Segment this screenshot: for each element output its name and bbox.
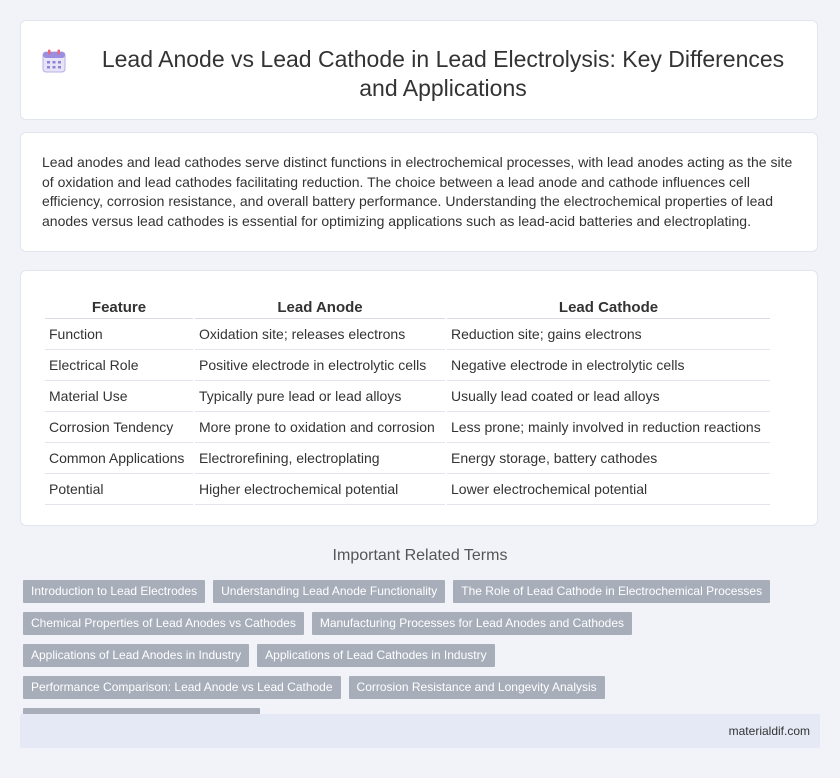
related-term-tag[interactable]: Chemical Properties of Lead Anodes vs Cathodes bbox=[23, 612, 304, 635]
table-row bbox=[45, 381, 770, 412]
table-cell: Oxidation site; releases electrons bbox=[195, 319, 445, 350]
table-cell: Less prone; mainly involved in reduction reactions bbox=[447, 412, 770, 443]
related-terms-heading: Important Related Terms bbox=[332, 547, 508, 564]
table-cell: Lower electrochemical potential bbox=[447, 474, 770, 505]
table-cell: More prone to oxidation and corrosion bbox=[195, 412, 445, 443]
table-cell: Corrosion Tendency bbox=[45, 412, 193, 443]
table-cell: Material Use bbox=[45, 381, 193, 412]
table-row bbox=[45, 412, 770, 443]
header-lead-anode: Lead Anode bbox=[195, 296, 445, 319]
table-cell: Reduction site; gains electrons bbox=[447, 319, 770, 350]
table-row bbox=[45, 474, 770, 505]
related-term-tag[interactable]: The Role of Lead Cathode in Electrochemical Processes bbox=[453, 580, 770, 603]
table-cell: Function bbox=[45, 319, 193, 350]
table-cell: Negative electrode in electrolytic cells bbox=[447, 350, 770, 381]
related-term-tag[interactable]: Applications of Lead Cathodes in Industry bbox=[257, 644, 494, 667]
comparison-card bbox=[20, 270, 818, 526]
table-cell: Positive electrode in electrolytic cells bbox=[195, 350, 445, 381]
table-row bbox=[45, 443, 770, 474]
related-term-tag[interactable]: Corrosion Resistance and Longevity Analysis bbox=[349, 676, 605, 699]
table-row bbox=[45, 350, 770, 381]
table-cell: Energy storage, battery cathodes bbox=[447, 443, 770, 474]
comparison-table bbox=[43, 296, 772, 505]
title-row bbox=[21, 21, 817, 103]
related-term-tag[interactable]: Manufacturing Processes for Lead Anodes and Cathodes bbox=[312, 612, 632, 635]
related-term-tag[interactable]: Applications of Lead Anodes in Industry bbox=[23, 644, 249, 667]
table-cell: Electrorefining, electroplating bbox=[195, 443, 445, 474]
header-card bbox=[20, 20, 818, 120]
related-term-tag[interactable]: Performance Comparison: Lead Anode vs Lead Cathode bbox=[23, 676, 341, 699]
intro-card bbox=[20, 132, 818, 252]
related-term-tag[interactable]: Understanding Lead Anode Functionality bbox=[213, 580, 445, 603]
calendar-icon bbox=[41, 48, 67, 74]
site-name[interactable]: materialdif.com bbox=[728, 724, 810, 738]
header-feature: Feature bbox=[45, 296, 193, 319]
related-term-tag[interactable]: Introduction to Lead Electrodes bbox=[23, 580, 205, 603]
page-title: Lead Anode vs Lead Cathode in Lead Electrolysis: Key Differences and Applications bbox=[101, 46, 785, 101]
table-cell: Common Applications bbox=[45, 443, 193, 474]
table-cell: Electrical Role bbox=[45, 350, 193, 381]
table-cell: Usually lead coated or lead alloys bbox=[447, 381, 770, 412]
intro-paragraph: Lead anodes and lead cathodes serve distinct functions in electrochemical processes, with lead anodes acting as the site of oxidation and lead cathodes facilitating reduction. The choice between a lead anode and cathode influences cell efficiency, corrosion resistance, and overall battery performance. Understanding the electrochemical properties of lead anodes versus lead cathodes is essential for optimizing applications such as lead-acid batteries and electroplating. bbox=[42, 154, 793, 229]
table-cell: Potential bbox=[45, 474, 193, 505]
table-cell: Typically pure lead or lead alloys bbox=[195, 381, 445, 412]
header-lead-cathode: Lead Cathode bbox=[447, 296, 770, 319]
table-header-row bbox=[45, 296, 770, 319]
footer bbox=[20, 714, 820, 748]
table-cell: Higher electrochemical potential bbox=[195, 474, 445, 505]
table-row bbox=[45, 319, 770, 350]
